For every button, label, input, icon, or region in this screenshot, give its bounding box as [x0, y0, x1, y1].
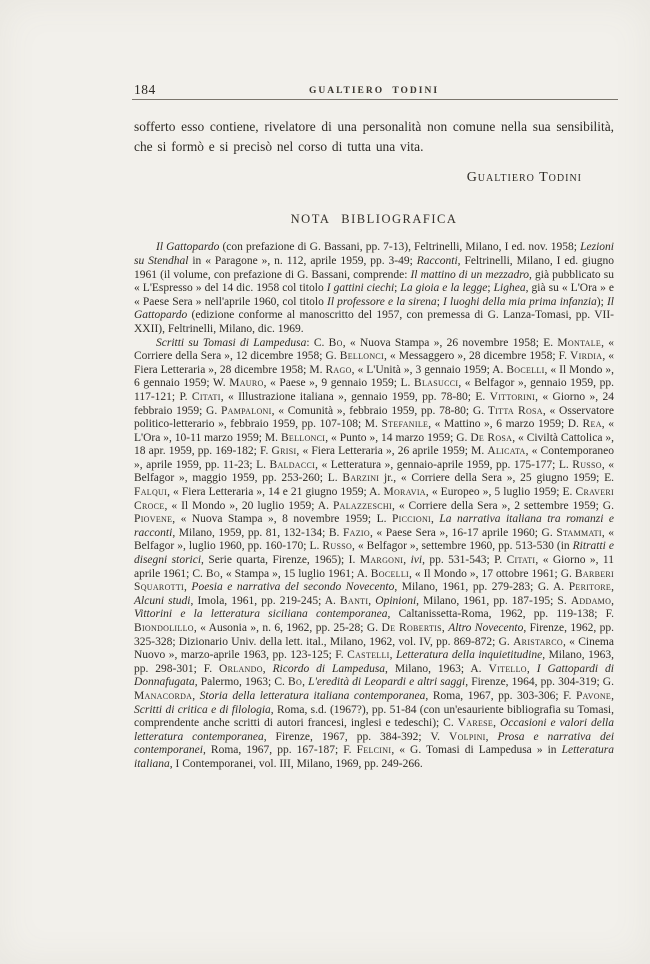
text-column [134, 0, 614, 772]
intro-paragraph: sofferto esso contiene, rivelatore di una personalità non comune nella sua sensibilità, che si formò e si precisò nel corso di tutta una vita. [134, 119, 614, 154]
running-header [134, 0, 614, 100]
bibliography-paragraph-criticism: Scritti su Tomasi di Lampedusa: C. Bo, « Nuova Stampa », 26 novembre 1958; E. Montale, « Corriere della Sera », 12 dicembre 1958; G. Bellonci, « Messaggero », 28 dicembre 1958; F. Virdia, « Fiera Letteraria », 28 dicembre 1958; M. Rago, « L'Unità », 3 gennaio 1959; A. Bocelli, « Il Mondo », 6 gennaio 1959; W. Mauro, « Paese », 9 gennaio 1959; L. Blasucci, « Belfagor », gennaio 1959, pp. 117-121; P. Citati, « Illustrazione italiana », gennaio 1959, pp. 78-80; E. Vittorini, « Giorno », 24 febbraio 1959; G. Pampaloni, « Comunità », febbraio 1959, pp. 78-80; G. Titta Rosa, « Osservatore politico-letterario », febbraio 1959, pp. 107-108; M. Stefanile, « Mattino », 6 marzo 1959; D. Rea, « L'Ora », 10-11 marzo 1959; M. Bellonci, « Punto », 14 marzo 1959; G. De Rosa, « Civiltà Cattolica », 18 apr. 1959, pp. 169-182; F. Grisi, « Fiera Letteraria », 26 aprile 1959; M. Alicata, « Contemporaneo », aprile 1959, pp. 11-23; L. Baldacci, « Letteratura », gennaio-aprile 1959, pp. 175-177; L. Russo, « Belfagor », maggio 1959, pp. 253-260; L. Barzini jr., « Corriere della Sera », 25 giugno 1959; E. Falqui, « Fiera Letteraria », 14 e 21 giugno 1959; A. Moravia, « Europeo », 5 luglio 1959; E. Craveri Croce, « Il Mondo », 20 luglio 1959; A. Palazzeschi, « Corriere della Sera », 2 settembre 1959; G. Piovene, « Nuova Stampa », 8 novembre 1959; L. Piccioni, La narrativa italiana tra romanzi e racconti, Milano, 1959, pp. 81, 132-134; B. Fazio, « Paese Sera », 16-17 aprile 1960; G. Stammati, « Belfagor », luglio 1960, pp. 160-170; L. Russo, « Belfagor », settembre 1960, pp. 513-530 (in Ritratti e disegni storici, Serie quarta, Firenze, 1965); I. Margoni, ivi, pp. 531-543; P. Citati, « Giorno », 11 aprile 1961; C. Bo, « Stampa », 15 luglio 1961; A. Bocelli, « Il Mondo », 17 ottobre 1961; G. Barberi Squarotti, Poesia e narrativa del secondo Novecento, Milano, 1961, pp. 279-283; G. A. Peritore, Alcuni studi, Imola, 1961, pp. 219-245; A. Banti, Opinioni, Milano, 1961, pp. 187-195; S. Addamo, Vittorini e la letteratura siciliana contemporanea, Caltanissetta-Roma, 1962, pp. 119-138; F. Biondolillo, « Ausonia », n. 6, 1962, pp. 25-28; G. De Robertis, Altro Novecento, Firenze, 1962, pp. 325-328; Dizionario Univ. della lett. ital., Milano, 1962, vol. IV, pp. 869-872; G. Aristarco, « Cinema Nuovo », marzo-aprile 1963, pp. 123-125; F. Castelli, Letteratura della inquietitudine, Milano, 1963, pp. 298-301; F. Orlando, Ricordo di Lampedusa, Milano, 1963; A. Vitello, I Gattopardi di Donnafugata, Palermo, 1963; C. Bo, L'eredità di Leopardi e altri saggi, Firenze, 1964, pp. 304-319; G. Manacorda, Storia della letteratura italiana contemporanea, Roma, 1967, pp. 303-306; F. Pavone, Scritti di critica e di filologia, Roma, s.d. (1967?), pp. 51-84 (con un'esauriente bibliografia su Tomasi, comprendente anche scritti di autori francesi, inglesi e tedeschi); C. Varese, Occasioni e valori della letteratura contemporanea, Firenze, 1967, pp. 384-392; V. Volpini, Prosa e narrativa dei contemporanei, Roma, 1967, pp. 167-187; F. Felcini, « G. Tomasi di Lampedusa » in Letteratura italiana, I Contemporanei, vol. III, Milano, 1969, pp. 249-266. [134, 336, 615, 770]
author-signature: Gualtiero Todini [466, 170, 582, 186]
page-number: 184 [134, 82, 156, 97]
bibliography-paragraph-works: Il Gattopardo (con prefazione di G. Bassani, pp. 7-13), Feltrinelli, Milano, I ed. nov. 1958; Lezioni su Stendhal in « Paragone », n. 112, aprile 1959, pp. 3-49; Racconti, Feltrinelli, Milano, I ed. giugno 1961 (il volume, con prefazione di G. Bassani, comprende: Il mattino di un mezzadro, già pubblicato su « L'Espresso » del 14 dic. 1958 col titolo I gattini ciechi; La gioia e la legge; Lighea, già su « L'Ora » e « Paese Sera » nell'aprile 1960, col titolo Il professore e la sirena; I luoghi della mia prima infanzia); Il Gattopardo (edizione conforme al manoscritto del 1957, con premessa di G. Lanza-Tomasi, pp. VII-XXII), Feltrinelli, Milano, dic. 1969. [134, 241, 614, 335]
bibliography-section [134, 241, 614, 771]
header-rule [132, 99, 618, 100]
bibliography-heading: NOTA BIBLIOGRAFICA [290, 212, 458, 227]
running-head-title: GUALTIERO TODINI [308, 86, 440, 96]
